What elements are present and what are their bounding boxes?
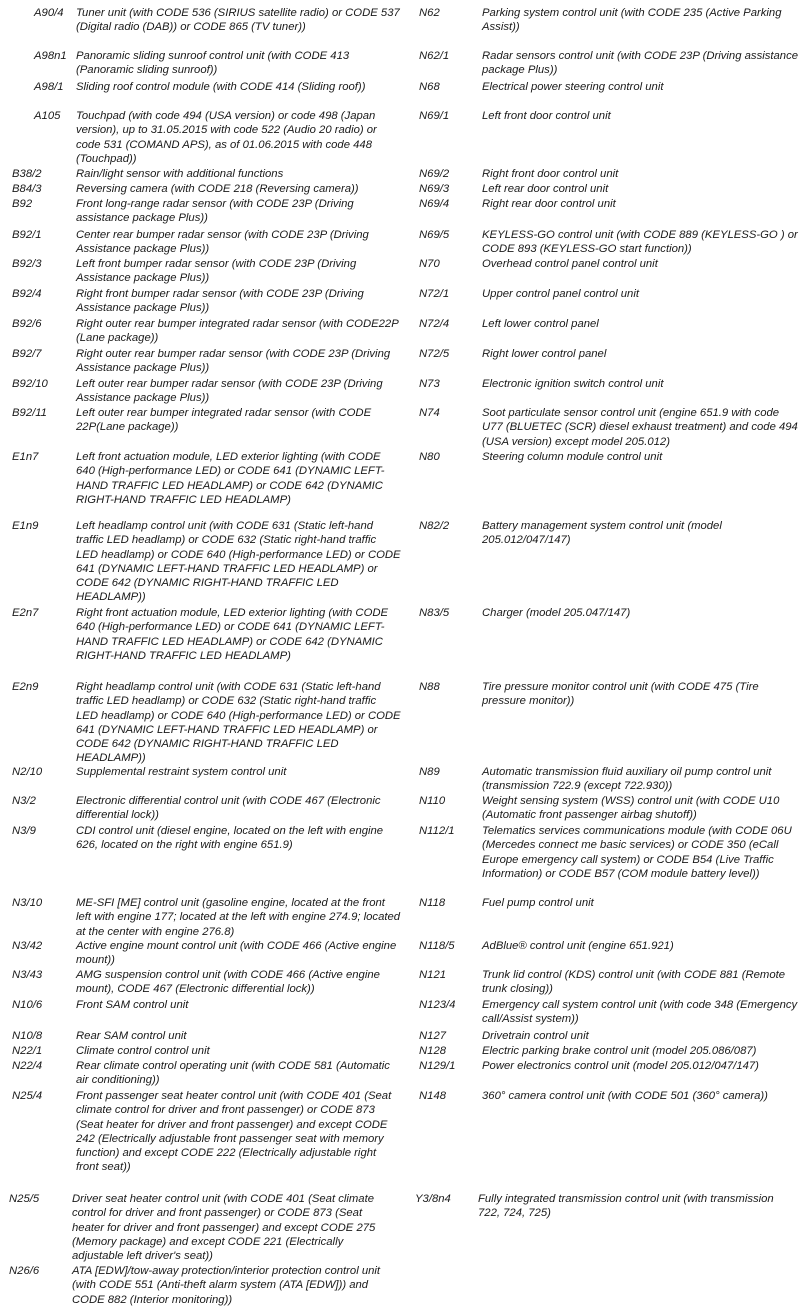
component-description: Right headlamp control unit (with CODE 631 (Static left-hand traffic LED headlamp) or CODE 632 (Static right-hand traffic LED headlamp) or CODE 640 (High-performance LED) or CODE 641 (DYNAMIC LEFT-HAND TRAFFIC LED HEADLAMP) or CODE 642 (DYNAMIC RIGHT-HAND TRAFFIC LED HEADLAMP)) bbox=[76, 681, 401, 765]
component-code: B92/11 bbox=[12, 407, 47, 419]
component-description: Front passenger seat heater control unit (with CODE 401 (Seat climate control for driver and front passenger) or CODE 873 (Seat heater for driver and front passenger) and except CODE 242 (Electrically adjustable front passenger seat with memory function) and except CODE 222 (Electrically adjustable right front seat)) bbox=[76, 1090, 392, 1174]
component-code: N68 bbox=[419, 81, 440, 93]
component-description: Panoramic sliding sunroof control unit (with CODE 413 (Panoramic sliding sunroof)) bbox=[76, 50, 350, 77]
component-code: N62/1 bbox=[419, 50, 450, 62]
component-description: Center rear bumper radar sensor (with CODE 23P (Driving Assistance package Plus)) bbox=[76, 229, 369, 256]
component-code: E1n9 bbox=[12, 520, 39, 532]
component-description: Right front actuation module, LED exterior lighting (with CODE 640 (High-performance LED) or CODE 641 (DYNAMIC LEFT-HAND TRAFFIC LED HEADLAMP) or CODE 642 (DYNAMIC RIGHT-HAND TRAFFIC LED HEADLAMP) bbox=[76, 607, 389, 662]
component-code: N3/43 bbox=[12, 969, 43, 981]
component-code: N73 bbox=[419, 378, 440, 390]
component-code: N25/4 bbox=[12, 1090, 43, 1102]
component-description: ATA [EDW]/tow-away protection/interior protection control unit (with CODE 551 (Anti-theft alarm system (ATA [EDW])) and CODE 882 (Interior monitoring)) bbox=[72, 1265, 381, 1306]
component-description: Right front door control unit bbox=[482, 168, 619, 180]
component-code: A98/1 bbox=[34, 81, 64, 93]
component-description: Trunk lid control (KDS) control unit (with CODE 881 (Remote trunk closing)) bbox=[482, 969, 786, 996]
component-code: N80 bbox=[419, 451, 440, 463]
component-code: N74 bbox=[419, 407, 440, 419]
component-code: N118/5 bbox=[419, 940, 455, 952]
component-code: N121 bbox=[419, 969, 447, 981]
component-code: N118 bbox=[419, 897, 446, 909]
component-description: Reversing camera (with CODE 218 (Reversing camera)) bbox=[76, 183, 359, 195]
component-description: Right rear door control unit bbox=[482, 198, 616, 210]
component-code: N72/5 bbox=[419, 348, 450, 360]
component-code: N3/9 bbox=[12, 825, 36, 837]
component-code: N72/1 bbox=[419, 288, 450, 300]
component-code: N110 bbox=[419, 795, 446, 807]
component-description: Tuner unit (with CODE 536 (SIRIUS satellite radio) or CODE 537 (Digital radio (DAB)) or CODE 865 (TV tuner)) bbox=[76, 7, 400, 34]
component-description: Left front door control unit bbox=[482, 110, 611, 122]
component-description: Tire pressure monitor control unit (with CODE 475 (Tire pressure monitor)) bbox=[482, 681, 759, 708]
component-code: N127 bbox=[419, 1030, 447, 1042]
component-code: N3/2 bbox=[12, 795, 36, 807]
component-description: Left rear door control unit bbox=[482, 183, 609, 195]
component-description: AMG suspension control unit (with CODE 466 (Active engine mount), CODE 467 (Electronic differential lock)) bbox=[76, 969, 380, 996]
component-code: N88 bbox=[419, 681, 440, 693]
component-code: N22/4 bbox=[12, 1060, 43, 1072]
component-description: Touchpad (with code 494 (USA version) or code 498 (Japan version), up to 31.05.2015 with code 522 (Audio 20 radio) or code 531 (COMAND APS), as of 01.06.2015 with code 448 (Touchpad)) bbox=[76, 110, 377, 165]
component-description: Upper control panel control unit bbox=[482, 288, 639, 300]
component-code: N69/3 bbox=[419, 183, 450, 195]
component-description: Parking system control unit (with CODE 235 (Active Parking Assist)) bbox=[482, 7, 782, 34]
component-description: CDI control unit (diesel engine, located on the left with engine 626, located on the right with engine 651.9) bbox=[76, 825, 384, 852]
component-description: Rain/light sensor with additional functions bbox=[76, 168, 284, 180]
component-code: N112/1 bbox=[419, 825, 455, 837]
component-description: Electrical power steering control unit bbox=[482, 81, 664, 93]
component-description: Rear climate control operating unit (with CODE 581 (Automatic air conditioning)) bbox=[76, 1060, 390, 1087]
component-description: Left headlamp control unit (with CODE 631 (Static left-hand traffic LED headlamp) or CODE 632 (Static right-hand traffic LED headlamp) or CODE 640 (High-performance LED) or CODE 641 (DYNAMIC LEFT-HAND TRAFFIC LED HEADLAMP) or CODE 642 (DYNAMIC RIGHT-HAND TRAFFIC LED HEADLAMP)) bbox=[76, 520, 401, 604]
component-description: KEYLESS-GO control unit (with CODE 889 (KEYLESS-GO ) or CODE 893 (KEYLESS-GO start function)) bbox=[482, 229, 798, 256]
component-description: Fuel pump control unit bbox=[482, 897, 594, 909]
component-description: Radar sensors control unit (with CODE 23P (Driving assistance package Plus)) bbox=[482, 50, 799, 77]
component-code: N129/1 bbox=[419, 1060, 456, 1072]
component-description: Driver seat heater control unit (with CODE 401 (Seat climate control for driver and front passenger) or CODE 873 (Seat heater for driver and front passenger) and except CODE 275 (Memory package) and except CODE 221 (Electrically adjustable left driver's seat)) bbox=[72, 1193, 376, 1263]
component-description: Emergency call system control unit (with code 348 (Emergency call/Assist system)) bbox=[482, 999, 798, 1026]
component-description: Left outer rear bumper radar sensor (with CODE 23P (Driving Assistance package Plus)) bbox=[76, 378, 383, 405]
component-code: N83/5 bbox=[419, 607, 450, 619]
component-description: Front long-range radar sensor (with CODE 23P (Driving assistance package Plus)) bbox=[76, 198, 354, 225]
component-description: Electric parking brake control unit (model 205.086/087) bbox=[482, 1045, 757, 1057]
component-description: Front SAM control unit bbox=[76, 999, 189, 1011]
component-description: AdBlue® control unit (engine 651.921) bbox=[482, 940, 674, 952]
component-description: Left lower control panel bbox=[482, 318, 599, 330]
component-description: Charger (model 205.047/147) bbox=[482, 607, 631, 619]
component-code: B92/3 bbox=[12, 258, 42, 270]
component-code: B92 bbox=[12, 198, 33, 210]
component-code: E2n9 bbox=[12, 681, 39, 693]
component-code: A90/4 bbox=[34, 7, 64, 19]
component-code: E1n7 bbox=[12, 451, 39, 463]
component-code: N128 bbox=[419, 1045, 447, 1057]
component-code: B92/10 bbox=[12, 378, 48, 390]
component-code: N69/4 bbox=[419, 198, 450, 210]
component-code: B92/7 bbox=[12, 348, 42, 360]
component-description: Overhead control panel control unit bbox=[482, 258, 658, 270]
component-description: Telematics services communications module (with CODE 06U (Mercedes connect me basic services) or CODE 350 (eCall Europe emergency call system) or CODE B54 (Live Traffic Information) or CODE B57 (COM module battery level)) bbox=[482, 825, 792, 880]
component-code: N10/8 bbox=[12, 1030, 43, 1042]
component-description: Steering column module control unit bbox=[482, 451, 663, 463]
component-description: ME-SFI [ME] control unit (gasoline engine, located at the front left with engine 177; located at the left with engine 274.9; located at the center with engine 276.8) bbox=[76, 897, 401, 938]
component-code: Y3/8n4 bbox=[415, 1193, 451, 1205]
component-code: N69/5 bbox=[419, 229, 450, 241]
component-code: N10/6 bbox=[12, 999, 43, 1011]
component-description: 360° camera control unit (with CODE 501 (360° camera)) bbox=[482, 1090, 768, 1102]
component-description: Supplemental restraint system control unit bbox=[76, 766, 287, 778]
component-code: N70 bbox=[419, 258, 440, 270]
component-code: N123/4 bbox=[419, 999, 456, 1011]
component-description: Soot particulate sensor control unit (engine 651.9 with code U77 (BLUETEC (SCR) diesel exhaust treatment) and code 494 (USA version) except model 205.012) bbox=[482, 407, 798, 448]
component-code: B92/4 bbox=[12, 288, 42, 300]
component-description: Sliding roof control module (with CODE 414 (Sliding roof)) bbox=[76, 81, 366, 93]
component-description: Left front actuation module, LED exterior lighting (with CODE 640 (High-performance LED) or CODE 641 (DYNAMIC LEFT-HAND TRAFFIC LED HEADLAMP) or CODE 642 (DYNAMIC RIGHT-HAND TRAFFIC LED HEADLAMP) bbox=[76, 451, 385, 506]
component-description: Right lower control panel bbox=[482, 348, 607, 360]
component-description: Left outer rear bumper integrated radar sensor (with CODE 22P(Lane package)) bbox=[76, 407, 372, 434]
component-description: Right front bumper radar sensor (with CODE 23P (Driving Assistance package Plus)) bbox=[76, 288, 364, 315]
component-code: B92/6 bbox=[12, 318, 42, 330]
component-code: B84/3 bbox=[12, 183, 42, 195]
component-description: Climate control control unit bbox=[76, 1045, 210, 1057]
component-code: N62 bbox=[419, 7, 440, 19]
component-code: N69/1 bbox=[419, 110, 450, 122]
component-description: Battery management system control unit (model 205.012/047/147) bbox=[482, 520, 722, 547]
component-code: N22/1 bbox=[12, 1045, 43, 1057]
component-description: Fully integrated transmission control unit (with transmission 722, 724, 725) bbox=[478, 1193, 774, 1220]
component-code: N82/2 bbox=[419, 520, 450, 532]
component-code: N89 bbox=[419, 766, 440, 778]
component-code: N26/6 bbox=[9, 1265, 40, 1277]
component-description: Electronic differential control unit (with CODE 467 (Electronic differential lock)) bbox=[76, 795, 381, 822]
component-description: Drivetrain control unit bbox=[482, 1030, 589, 1042]
component-code: N25/5 bbox=[9, 1193, 40, 1205]
component-code: N72/4 bbox=[419, 318, 450, 330]
component-code: B92/1 bbox=[12, 229, 42, 241]
component-code: N3/42 bbox=[12, 940, 43, 952]
component-description: Right outer rear bumper radar sensor (with CODE 23P (Driving Assistance package Plus)) bbox=[76, 348, 391, 375]
component-description: Automatic transmission fluid auxiliary oil pump control unit (transmission 722.9 (except 722.930)) bbox=[482, 766, 772, 793]
component-description: Left front bumper radar sensor (with CODE 23P (Driving Assistance package Plus)) bbox=[76, 258, 357, 285]
component-code: E2n7 bbox=[12, 607, 39, 619]
component-description: Active engine mount control unit (with CODE 466 (Active engine mount)) bbox=[76, 940, 397, 967]
component-code: N2/10 bbox=[12, 766, 43, 778]
component-code: A105 bbox=[34, 110, 61, 122]
component-description: Rear SAM control unit bbox=[76, 1030, 187, 1042]
component-code: N69/2 bbox=[419, 168, 450, 180]
component-description: Power electronics control unit (model 205.012/047/147) bbox=[482, 1060, 759, 1072]
component-code: N148 bbox=[419, 1090, 447, 1102]
component-description: Electronic ignition switch control unit bbox=[482, 378, 664, 390]
component-code: N3/10 bbox=[12, 897, 43, 909]
component-description: Weight sensing system (WSS) control unit (with CODE U10 (Automatic front passenger airbag shutoff)) bbox=[482, 795, 780, 822]
component-code: A98n1 bbox=[34, 50, 67, 62]
component-description: Right outer rear bumper integrated radar sensor (with CODE22P (Lane package)) bbox=[76, 318, 399, 345]
component-code: B38/2 bbox=[12, 168, 42, 180]
